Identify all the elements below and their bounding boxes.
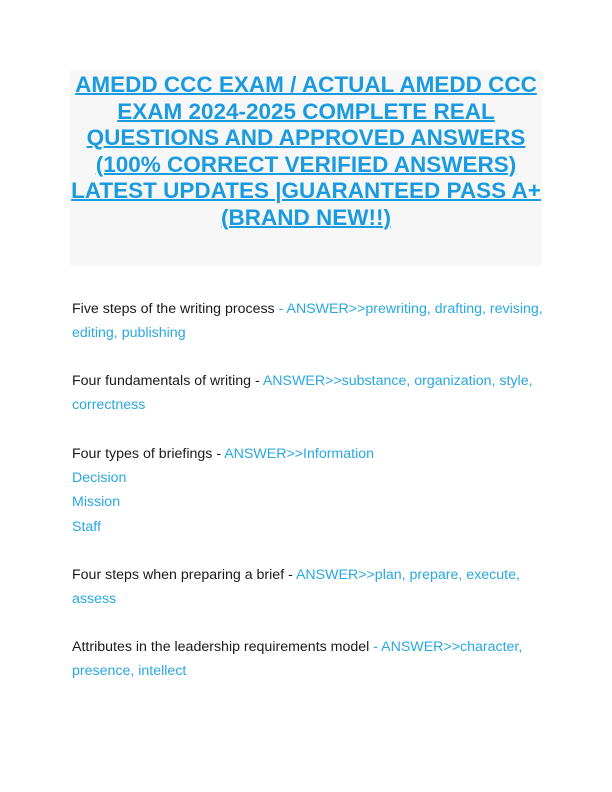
- answer-separator: -: [212, 446, 225, 462]
- qa-item-leadership-attributes: [72, 635, 547, 683]
- answer-separator: -: [274, 301, 287, 317]
- answer-line-decision: Decision: [72, 470, 127, 487]
- question-text: Four steps when preparing a brief: [72, 567, 285, 583]
- question-text: Four types of briefings: [72, 446, 213, 462]
- qa-item-briefing-types: [72, 442, 547, 539]
- question-text: Five steps of the writing process: [72, 301, 275, 317]
- answer-text: ANSWER>>substance, organization, style, correctness: [72, 373, 533, 414]
- qa-item-writing-fundamentals: [72, 369, 547, 417]
- answer-line-mission: Mission: [72, 494, 121, 511]
- answer-text: ANSWER>>prewriting, drafting, revising, editing, publishing: [72, 301, 543, 342]
- answer-text: ANSWER>>plan, prepare, execute, assess: [72, 567, 520, 608]
- document-title: AMEDD CCC EXAM / ACTUAL AMEDD CCC EXAM 2024-2025 COMPLETE REAL QUESTIONS AND APPROVED ANSWERS (100% CORRECT VERIFIED ANSWERS) LATEST UPDATES |GUARANTEED PASS A+ (BRAND NEW!!): [71, 72, 541, 230]
- qa-item-brief-steps: [72, 563, 547, 611]
- question-text: Attributes in the leadership requirements model: [72, 639, 370, 655]
- qa-item-writing-process: [72, 297, 547, 345]
- answer-line-staff: Staff: [72, 518, 101, 535]
- answer-separator: -: [251, 373, 263, 389]
- answer-text: ANSWER>>Information: [224, 446, 375, 462]
- answer-separator: -: [284, 567, 296, 583]
- question-text: Four fundamentals of writing: [72, 373, 252, 389]
- answer-text: ANSWER>>character, presence, intellect: [72, 639, 523, 680]
- answer-separator: -: [369, 639, 382, 655]
- title-block: [70, 70, 542, 266]
